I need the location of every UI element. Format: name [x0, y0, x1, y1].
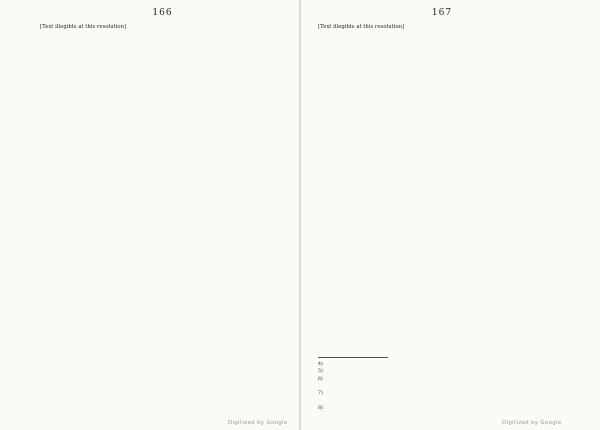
text-line — [40, 77, 285, 85]
text-line — [318, 47, 566, 55]
text-line — [318, 313, 566, 321]
footnote-marker — [318, 398, 330, 405]
footnotes — [318, 361, 566, 413]
text-line — [40, 237, 285, 245]
text-line: [Text illegible at this resolution] — [318, 24, 405, 30]
text-line — [318, 62, 566, 70]
text-line — [318, 214, 566, 222]
footnote-text — [330, 368, 566, 375]
text-line — [40, 404, 285, 412]
text-line — [318, 92, 566, 100]
text-line — [318, 70, 566, 78]
text-line — [40, 54, 285, 62]
footnote — [318, 376, 566, 383]
text-line — [40, 115, 285, 123]
book-gutter — [299, 0, 301, 430]
text-line — [40, 252, 285, 260]
text-line — [318, 320, 566, 328]
text-line — [40, 130, 285, 138]
footnote — [318, 383, 566, 390]
text-line — [40, 183, 285, 191]
text-line — [318, 229, 566, 237]
text-line — [40, 381, 285, 389]
text-line — [40, 328, 285, 336]
text-line — [40, 259, 285, 267]
footnote-marker: 5) — [318, 369, 323, 375]
text-line — [318, 161, 566, 169]
text-line — [318, 206, 566, 214]
text-line — [318, 138, 566, 146]
text-line — [40, 85, 285, 93]
text-line — [318, 328, 566, 336]
footnote-rule — [318, 357, 388, 358]
text-line — [318, 77, 566, 85]
footnote-marker: 4) — [318, 361, 323, 367]
text-line — [40, 389, 285, 397]
text-line — [40, 320, 285, 328]
text-line — [40, 108, 285, 116]
text-line — [40, 32, 285, 40]
footnote — [318, 361, 566, 368]
text-line — [318, 100, 566, 108]
text-line — [318, 146, 566, 154]
text-line — [318, 199, 566, 207]
text-line — [318, 343, 566, 351]
footnote-text — [330, 376, 566, 383]
text-line — [318, 252, 566, 260]
text-line — [40, 100, 285, 108]
footnote — [318, 398, 566, 405]
text-line — [318, 275, 566, 283]
text-line — [318, 244, 566, 252]
text-line — [40, 396, 285, 404]
text-line — [40, 373, 285, 381]
text-line — [318, 191, 566, 199]
google-watermark-left: Digitized by Google — [228, 420, 288, 426]
text-line — [318, 297, 566, 305]
text-line — [318, 237, 566, 245]
text-line — [40, 313, 285, 321]
left-page — [40, 0, 285, 430]
footnote-text — [330, 390, 566, 397]
footnote-text — [330, 398, 566, 405]
footnote-text — [330, 405, 566, 412]
text-line — [40, 343, 285, 351]
text-line — [40, 366, 285, 374]
text-line — [40, 138, 285, 146]
text-line — [318, 39, 566, 47]
text-line — [318, 290, 566, 298]
text-line — [318, 123, 566, 131]
page-number-left: 166 — [152, 8, 173, 18]
text-line — [40, 92, 285, 100]
text-line — [40, 351, 285, 359]
text-line — [318, 153, 566, 161]
text-line — [318, 85, 566, 93]
text-line — [40, 191, 285, 199]
text-line — [318, 282, 566, 290]
text-line — [318, 176, 566, 184]
text-line — [40, 275, 285, 283]
text-line — [40, 70, 285, 78]
text-line — [40, 153, 285, 161]
text-line — [318, 267, 566, 275]
text-line — [40, 282, 285, 290]
text-line — [40, 199, 285, 207]
footnote — [318, 405, 566, 412]
text-line — [40, 267, 285, 275]
google-watermark-right: Digitized by Google — [502, 420, 562, 426]
page-number-right: 167 — [431, 8, 453, 18]
footnote-marker: 8) — [318, 406, 323, 412]
footnote-text — [330, 383, 566, 390]
text-line — [40, 176, 285, 184]
text-line — [318, 115, 566, 123]
left-page-body — [40, 24, 285, 411]
text-line — [40, 221, 285, 229]
footnote — [318, 368, 566, 375]
text-line — [40, 244, 285, 252]
text-line — [40, 229, 285, 237]
footnote-text — [330, 361, 566, 368]
text-line — [40, 39, 285, 47]
text-line — [40, 161, 285, 169]
text-line — [40, 62, 285, 70]
text-line — [40, 123, 285, 131]
text-line — [318, 221, 566, 229]
right-page — [318, 0, 566, 430]
text-line — [318, 32, 566, 40]
footnote-marker: 7) — [318, 391, 323, 397]
text-line — [40, 214, 285, 222]
text-line: [Text illegible at this resolution] — [40, 24, 127, 30]
text-line — [40, 335, 285, 343]
text-line — [40, 168, 285, 176]
footnote-marker: 6) — [318, 376, 323, 382]
text-line — [318, 335, 566, 343]
text-line — [318, 305, 566, 313]
right-page-body — [318, 24, 566, 351]
footnote-marker — [318, 383, 330, 390]
text-line — [40, 47, 285, 55]
text-line — [318, 259, 566, 267]
text-line — [40, 206, 285, 214]
text-line — [318, 183, 566, 191]
text-line — [40, 146, 285, 154]
footnote — [318, 390, 566, 397]
text-line — [40, 290, 285, 298]
text-line — [318, 130, 566, 138]
text-line — [318, 54, 566, 62]
text-line — [40, 358, 285, 366]
text-line — [318, 108, 566, 116]
text-line — [40, 305, 285, 313]
text-line — [318, 168, 566, 176]
text-line — [40, 297, 285, 305]
